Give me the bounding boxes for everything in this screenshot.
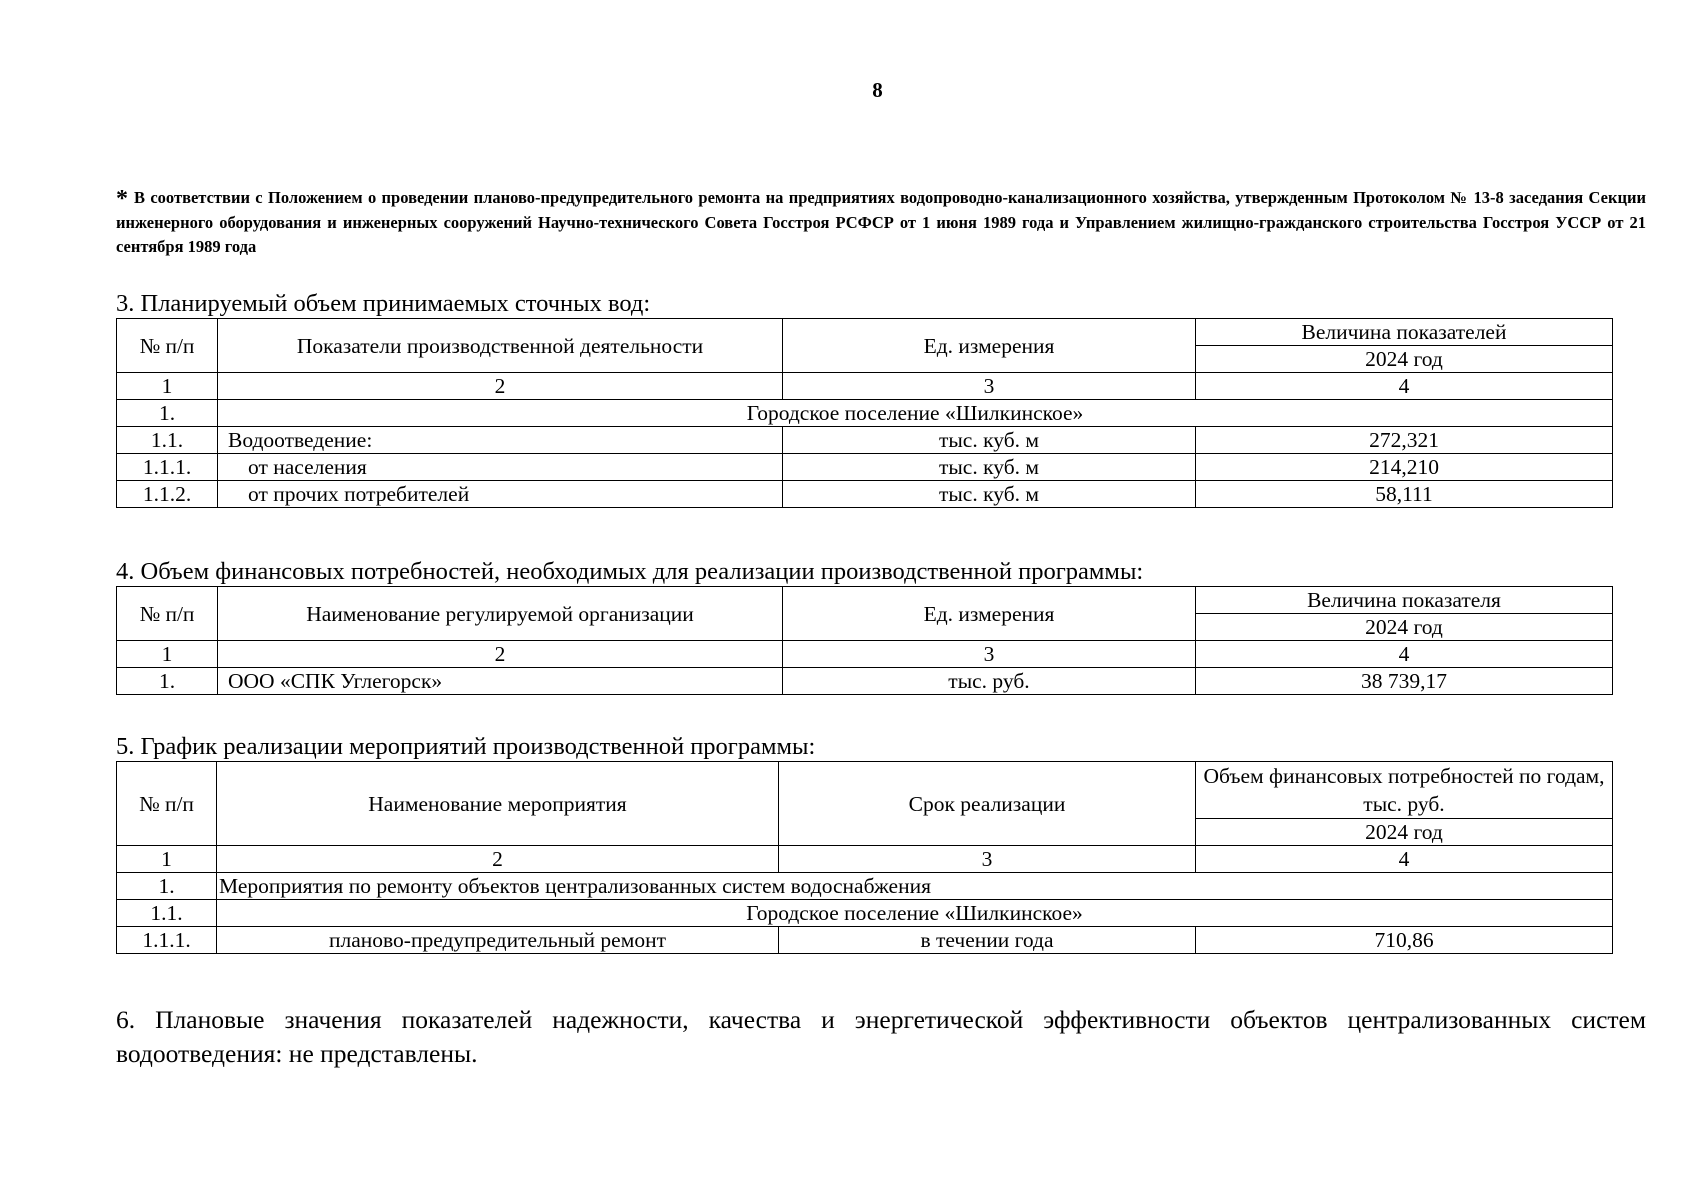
- row-value: 272,321: [1196, 427, 1613, 454]
- row-name: планово-предупредительный ремонт: [217, 927, 779, 954]
- col-number: 2: [218, 641, 783, 668]
- col-number: 3: [783, 641, 1196, 668]
- footnote: [116, 186, 1646, 259]
- section-6-paragraph: 6. Плановые значения показателей надежности, качества и энергетической эффективности объектов централизованных систем водоотведения: не представлены.: [116, 1005, 1646, 1068]
- section-4-title: 4. Объем финансовых потребностей, необходимых для реализации производственной программы:: [116, 558, 1144, 585]
- col-number: 4: [1196, 846, 1613, 873]
- table-financial-needs: [116, 586, 1613, 695]
- header-num: № п/п: [117, 319, 218, 373]
- group-num: 1.: [117, 873, 217, 900]
- header-name: Показатели производственной деятельности: [218, 319, 783, 373]
- col-number: 2: [218, 373, 783, 400]
- table-row: [117, 427, 1613, 454]
- row-num: 1.1.2.: [117, 481, 218, 508]
- col-number: 1: [117, 641, 218, 668]
- row-num: 1.: [117, 668, 218, 695]
- row-value: 710,86: [1196, 927, 1613, 954]
- row-num: 1.1.1.: [117, 927, 217, 954]
- row-term: в течении года: [779, 927, 1196, 954]
- col-number: 1: [117, 846, 217, 873]
- row-unit: тыс. руб.: [783, 668, 1196, 695]
- row-name: от прочих потребителей: [218, 481, 783, 508]
- header-num: № п/п: [117, 587, 218, 641]
- group-num: 1.1.: [117, 900, 217, 927]
- row-unit: тыс. куб. м: [783, 454, 1196, 481]
- header-year: 2024 год: [1196, 346, 1613, 373]
- col-number: 4: [1196, 373, 1613, 400]
- header-unit: Ед. измерения: [783, 319, 1196, 373]
- footnote-marker: *: [116, 186, 128, 212]
- table-row: [117, 481, 1613, 508]
- table-implementation-schedule: [116, 761, 1613, 954]
- col-number: 3: [783, 373, 1196, 400]
- row-num: 1.1.: [117, 427, 218, 454]
- row-unit: тыс. куб. м: [783, 481, 1196, 508]
- row-value: 214,210: [1196, 454, 1613, 481]
- row-value: 38 739,17: [1196, 668, 1613, 695]
- col-number: 3: [779, 846, 1196, 873]
- col-number: 2: [217, 846, 779, 873]
- col-number: 4: [1196, 641, 1613, 668]
- group-label: Городское поселение «Шилкинское»: [217, 900, 1613, 927]
- row-name: ООО «СПК Углегорск»: [218, 668, 783, 695]
- table-row: [117, 927, 1613, 954]
- header-name: Наименование регулируемой организации: [218, 587, 783, 641]
- page-number: 8: [872, 78, 883, 102]
- section-3-title: 3. Планируемый объем принимаемых сточных вод:: [116, 290, 651, 317]
- header-unit: Ед. измерения: [783, 587, 1196, 641]
- footnote-text: В соответствии с Положением о проведении планово-предупредительного ремонта на предприятиях водопроводно-канализационного хозяйства, утвержденным Протоколом № 13-8 заседания Секции инженерного оборудования и инженерных сооружений Научно-технического Совета Госстроя РСФСР от 1 июня 1989 года и Управлением жилищно-гражданского строительства Госстроя УССР от 21 сентября 1989 года: [116, 188, 1646, 256]
- header-value: Величина показателя: [1196, 587, 1613, 614]
- group-label: Городское поселение «Шилкинское»: [218, 400, 1613, 427]
- group-num: 1.: [117, 400, 218, 427]
- header-value: Величина показателей: [1196, 319, 1613, 346]
- row-name: Водоотведение:: [218, 427, 783, 454]
- group-label: Мероприятия по ремонту объектов централизованных систем водоснабжения: [217, 873, 1613, 900]
- header-name: Наименование мероприятия: [217, 762, 779, 846]
- section-5-title: 5. График реализации мероприятий производственной программы:: [116, 733, 816, 760]
- header-value: Объем финансовых потребностей по годам, тыс. руб.: [1196, 762, 1613, 819]
- row-name: от населения: [218, 454, 783, 481]
- header-year: 2024 год: [1196, 614, 1613, 641]
- table-row: [117, 668, 1613, 695]
- header-term: Срок реализации: [779, 762, 1196, 846]
- col-number: 1: [117, 373, 218, 400]
- table-row: [117, 454, 1613, 481]
- row-num: 1.1.1.: [117, 454, 218, 481]
- header-year: 2024 год: [1196, 819, 1613, 846]
- row-value: 58,111: [1196, 481, 1613, 508]
- header-num: № п/п: [117, 762, 217, 846]
- row-unit: тыс. куб. м: [783, 427, 1196, 454]
- table-wastewater-volume: [116, 318, 1613, 508]
